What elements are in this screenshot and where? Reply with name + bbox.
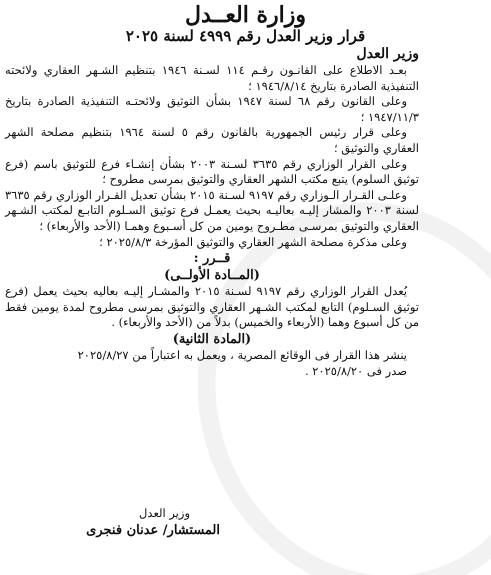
article-1-text: يُعدل القرار الوزاري رقم ٩١٩٧ لسـنة ٢٠١٥ والمشـار إليـه بعاليه بحيث يعمل (فرع توثيق السـلوم) التابع لمكتب الشـهر العقاري والتوثيق بمرسى مطروح لمدة يومين فقط من كل أسبوع وهما (الأربعاء والخميس) بدلاً من (الأحد والأربعاء) .	[5, 284, 419, 330]
decided-heading: قــرر :	[193, 251, 231, 267]
signatory-name: المستشار/ عدنان فنجرى	[86, 523, 220, 538]
signatory-title: وزير العدل	[139, 506, 190, 520]
article-1-heading: (المــادة الأولــى)	[164, 268, 260, 284]
preamble-clause-5: وعلـى القـرار الـوزاري رقم ٩١٩٧ لسـنة ٢٠١٥ بشأن تعديل القـرار الوزاري رقم ٣٦٣٥ لسنة ٢٠٠٣ والمشار إليـه بعاليـه بحيث يعمـل فرع توثيق السـلوم التابـع لمكتب الشـهر العقاري والتوثيق بمرسـى مطـروح يومين من كل أسـبوع وهمـا (الأحد والأربعاء) ؛	[5, 187, 419, 233]
article-2-heading: (المادة الثانية)	[172, 331, 252, 347]
decree-title: قرار وزير العدل رقم ٤٩٩٩ لسنة ٢٠٢٥	[125, 27, 366, 45]
decree-body	[5, 63, 419, 379]
article-2-text: ينشر هذا القرار فى الوقائع المصرية ، ويعمل به اعتباراً من ٢٠٢٥/٨/٢٧	[77, 347, 407, 362]
preamble-clause-3: وعلى قرار رئيس الجمهورية بالقانون رقم ٥ لسنة ١٩٦٤ بتنظيم مصلحة الشهر العقاري والتوثيق ؛	[5, 125, 419, 155]
preamble-clause-1: بعـد الاطلاع على القانـون رقـم ١١٤ لسـنة ١٩٤٦ بتنظيم الشـهر العقاري ولائحته التنفيذية الصادرة بتاريخ ١٩٤٦/٨/١٤ ؛	[5, 63, 419, 93]
signature-block	[60, 505, 220, 541]
preamble-clause-4: وعلى القرار الوزاري رقم ٣٦٣٥ لسـنة ٢٠٠٣ بشأن إنشـاء فرع للتوثيق باسم (فرع توثيق السلوم) يتبع مكتب الشهر العقاري والتوثيق بمرسى مطروح ؛	[5, 156, 419, 187]
issue-date: صدر فى ٢٠٢٥/٨/٢٠ .	[304, 363, 407, 378]
preamble-clause-6: وعلى مذكرة مصلحة الشهر العقاري والتوثيق المؤرخة ٢٠٢٥/٨/٣ ؛	[99, 234, 407, 249]
ministry-title: وزارة العــدل	[184, 2, 307, 28]
preamble-clause-2: وعلى القانون رقم ٦٨ لسنة ١٩٤٧ بشأن التوثيق ولائحتـه التنفيذية الصادرة بتاريخ ١٩٤٧/١١/٣ ؛	[5, 94, 419, 124]
minister-heading: وزير العدل	[356, 46, 419, 62]
